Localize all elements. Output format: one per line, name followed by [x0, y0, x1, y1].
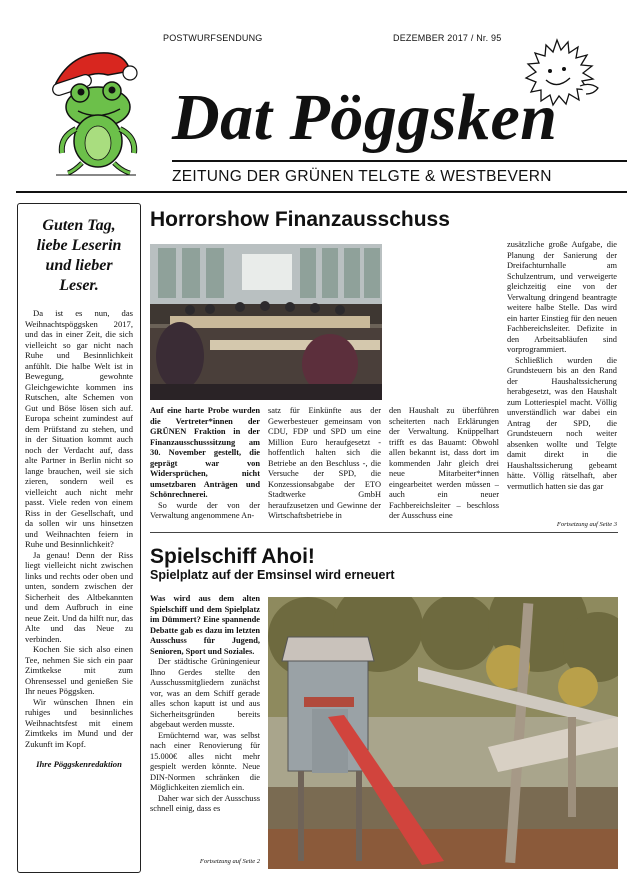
article1-col2: satz für Einkünfte aus der Gewerbesteuer gemeinsam von CDU, FDP und SPD um eine Million Euro heraufgesetzt - hoffentlich halten sich die Betriebe an den Beschluss -, die Versuche der SPD, die Konzessionsabgabe der ETO Stadtwerke GmbH heraufzusetzen und Gewinne der Wirtschaftsbetriebe in [268, 406, 381, 520]
article1-col4-p1: zusätzliche große Aufgabe, die Planung der Sanierung der Dreifachturnhalle am Schulzentrum, und verweigerte gleichzeitig eine von der Verwaltung dringend beantragte weitere halbe Stelle. Das wird ein harter Einstieg für den neuen Fachbereichsleiter. Defizite in den Arbeitsabläufen sind vorprogrammiert. [507, 240, 617, 354]
greeting-heading: Guten Tag, liebe Leserin und lieber Leser. [36, 217, 122, 294]
editorial-sidebar [17, 203, 141, 873]
article1-lead: Auf eine harte Probe wurden die Vertreter*innen der GRÜNEN Fraktion in der Finanzausschusssitzung am 30. November gestellt, die geprägt war von Widersprüchen, nicht umsetzbaren Anträgen und Schönrechnerei. [150, 406, 260, 499]
article1-col4 [507, 240, 617, 492]
article2-continued: Fortsetzung auf Seite 2 [199, 858, 260, 865]
article1-headline: Horrorshow Finanzausschuss [150, 208, 450, 231]
article2-headline: Spielschiff Ahoi! [150, 545, 315, 568]
header-bottom-rule [16, 191, 627, 193]
editorial-text [25, 308, 133, 749]
article2-paragraph: Ernüchternd war, was selbst nach einer Renovierung für 15.000€ alles nicht mehr gespielt werden könnte. Neue DIN-Normen schränken die Möglichkeiten ziemlich ein. [150, 730, 260, 792]
editorial-paragraph: Da ist es nun, das Weihnachtspöggsken 2017, und das in einer Zeit, die sich vielleicht so gar nicht nach Ruhe und Besinnlichkeit anfühlt. Die halbe Welt ist in Bewegung, gewohnte Gleichgewichte kommen ins Rutschen, alte Schemen von Gut und Böse lösen sich auf. Europa scheint zumindest auf dem Prüfstand zu stehen, und in der Situation kommt auch noch der Verdacht auf, dass alte Partner in Berlin nicht so lange brauchen, weil sie sich zieren, sondern weil es vielleicht auch nicht mehr passt. Viele reden von einem Riss in der Gesellschaft, und da sollen wir uns hinsetzen und Weihnachten feiern in Ruhe und Besinnlichkeit? [25, 308, 133, 549]
article1-col4-p2: Schließlich wurden die Grundsteuern bis an den Rand der Haushaltssicherung herabgesetzt, was den Haushalt zum Lotteriespiel macht. Völlig unverständlich war dabei ein Antrag der SPD, die Grundsteuern noch weiter absenken wollte und Telgte damit direkt in die Haushaltssicherung gebeamt hätte. Völlig rätselhaft, aber vermutlich hatten sie das gar [507, 355, 617, 491]
masthead-rule [172, 160, 627, 162]
article2-lead: Was wird aus dem alten Spielschiff und dem Spielplatz im Dümmert? Eine spannende Debatte gab es dazu im letzten Ausschuss für Jugend, Senioren, Sport und Soziales. [150, 594, 260, 656]
editorial-signature: Ihre Pöggskenredaktion [36, 759, 122, 769]
article2-paragraph: Der städtische Grüningenieur Ihno Gerdes stellte den Ausschussmitgliedern zunächst vor, was an dem Schiff gerade alles schon kaputt ist und aus Sicherheitsgründen bereits abgebaut werden musste. [150, 657, 260, 729]
editorial-paragraph: Ja genau! Denn der Riss liegt vielleicht nicht zwischen links und rechts oder oben und unten, sondern zwischen der Sicherheit des Altbekannten und dem Aufbruch in eine neue Zeit. Und da hilft nur, das Alte und das Neue zu verbinden. [25, 549, 133, 644]
masthead-title: Dat Pöggsken [172, 81, 558, 154]
issue-label: DEZEMBER 2017 / Nr. 95 [393, 33, 502, 43]
article-divider [150, 532, 618, 533]
editorial-paragraph: Wir wünschen Ihnen ein ruhiges und besinnliches Weihnachtsfest mit einem Zimtkeks im Mund und der Zukunft im Kopf. [25, 696, 133, 749]
article2-text [150, 594, 260, 815]
playground-photo [268, 597, 618, 869]
article1-col3: den Haushalt zu überführen scheiterten nach Erklärungen der Verwaltung. Knüppelhart trifft es das Bauamt: Obwohl allen bekannt ist, dass dort im kommenden Jahr gleich drei neue Mitarbeiter*innen eingearbeitet werden müssen – auch ein neuer Fachbereichsleiter – beschloss der Ausschuss eine [389, 406, 499, 520]
article1-col1-text: So wurde der von der Verwaltung angenommene An- [150, 500, 260, 520]
article2-subheadline: Spielplatz auf der Emsinsel wird erneuert [150, 568, 395, 582]
editorial-paragraph: Kochen Sie sich also einen Tee, nehmen Sie sich ein paar Zimtkekse mit zum Ohrensessel und genießen Sie Ihr neues Pöggsken. [25, 644, 133, 696]
frog-with-santa-hat-icon [38, 45, 148, 177]
masthead-subtitle: ZEITUNG DER GRÜNEN TELGTE & WESTBEVERN [172, 168, 552, 185]
article1-col1 [150, 406, 260, 522]
article2-paragraph: Daher war sich der Ausschuss schnell einig, dass es [150, 793, 260, 813]
article1-continued: Fortsetzung auf Seite 3 [556, 521, 617, 528]
meeting-room-photo [150, 244, 382, 400]
postwurf-label: POSTWURFSENDUNG [163, 33, 263, 43]
